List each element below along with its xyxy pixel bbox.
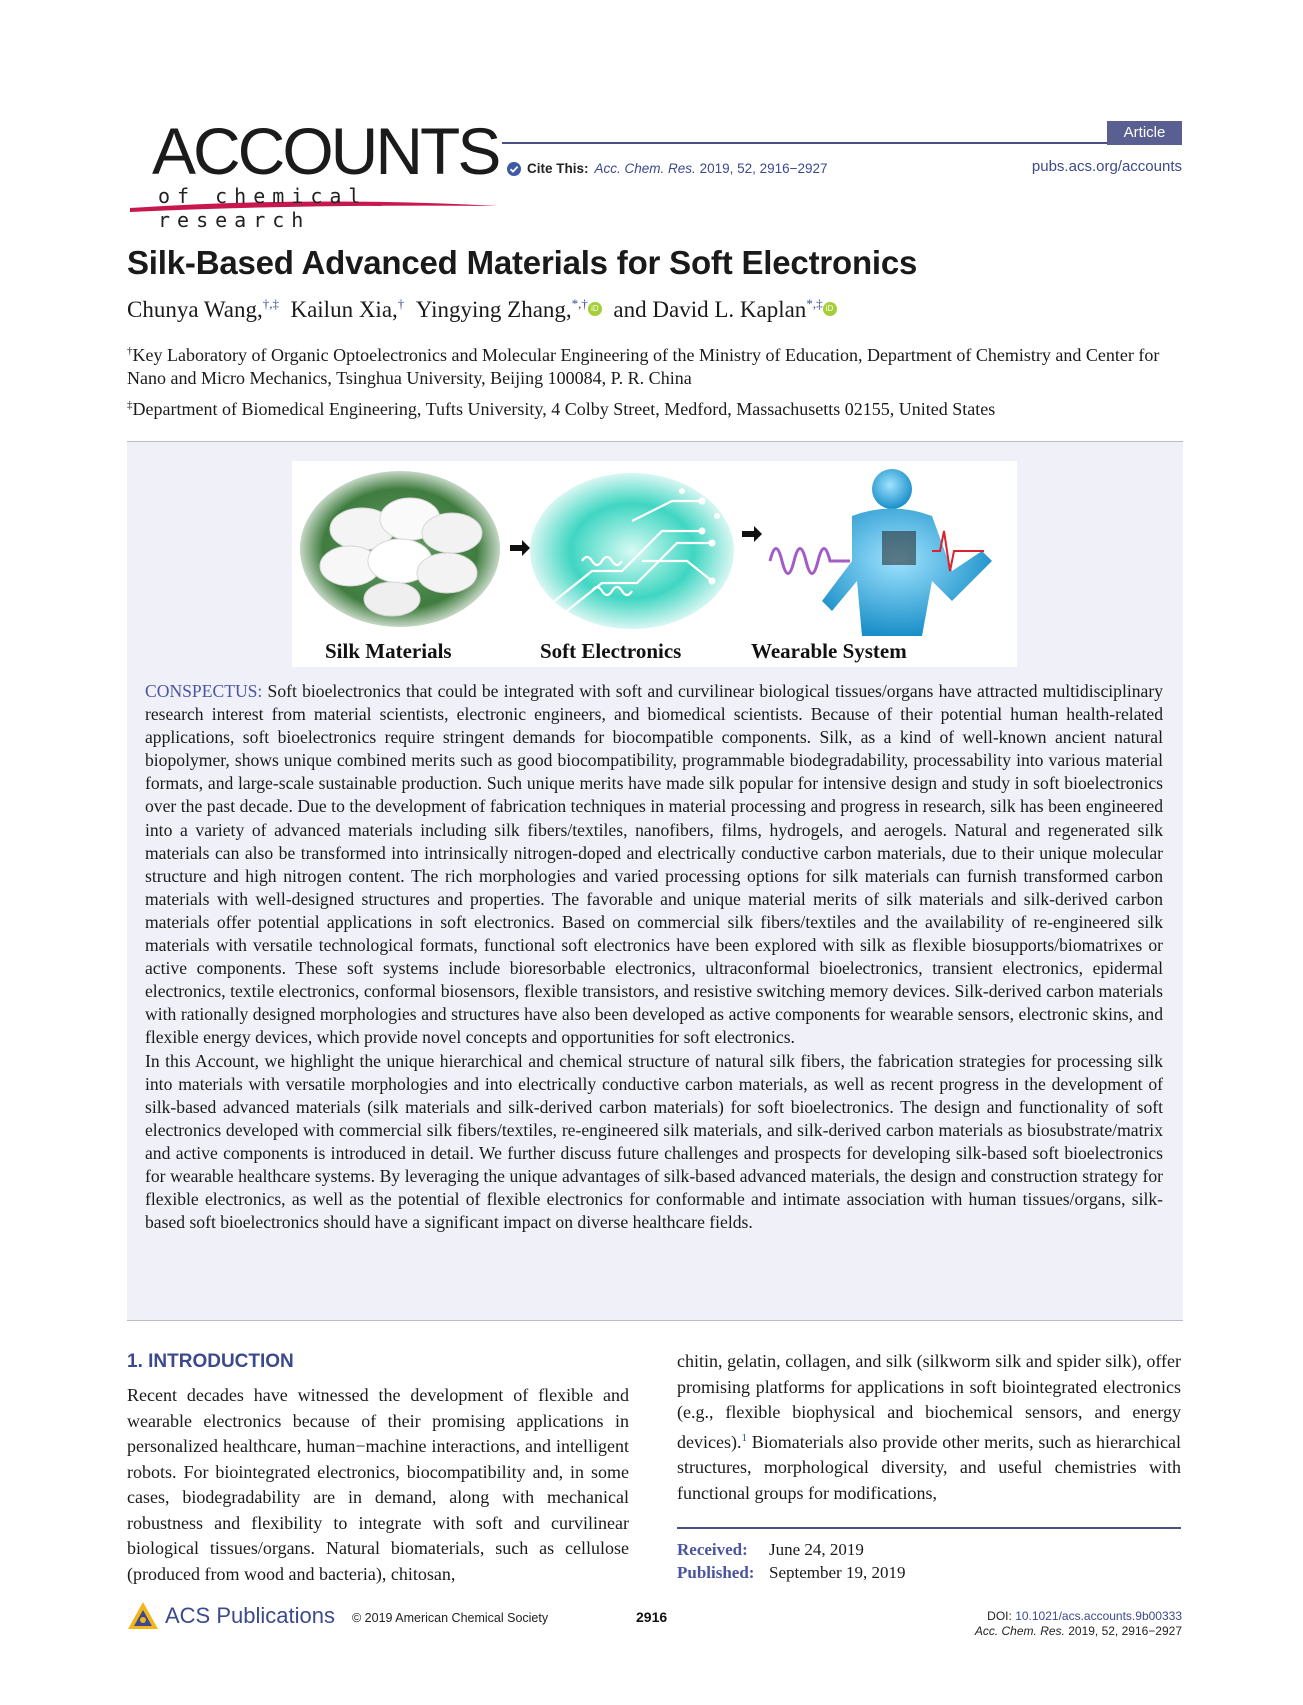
dates-rule: [677, 1527, 1181, 1529]
doi-label: DOI:: [987, 1609, 1012, 1623]
author-name[interactable]: Chunya Wang,: [127, 297, 263, 322]
body-text: Biomaterials also provide other merits, such as hierarchical structures, morphological diversity, and useful chemistries with functional groups for modifications,: [677, 1431, 1181, 1503]
copyright: © 2019 American Chemical Society: [352, 1611, 549, 1625]
section-heading: 1. INTRODUCTION: [127, 1351, 294, 1372]
doi-link[interactable]: 10.1021/acs.accounts.9b00333: [1015, 1609, 1182, 1623]
page-number: 2916: [636, 1609, 668, 1625]
toc-caption: Silk Materials: [325, 639, 452, 663]
body-text: chitin, gelatin, collagen, and silk (silkworm silk and spider silk), offer promising platforms for applications in soft biointegrated electronics (e.g., flexible biophysical and biochemical sensors, and energy devices).: [677, 1351, 1181, 1452]
author-marks: †,‡: [262, 296, 279, 311]
journal-logo: [128, 114, 500, 232]
header-rule: [502, 142, 1182, 144]
toc-caption: Soft Electronics: [540, 639, 682, 663]
cite-details: 2019, 52, 2916−2927: [699, 161, 828, 176]
cite-label: Cite This:: [527, 161, 589, 176]
cite-journal: Acc. Chem. Res.: [594, 161, 696, 176]
acs-logo-icon: [127, 1601, 159, 1631]
abstract-lead: CONSPECTUS:: [145, 681, 263, 701]
author-marks: *,†: [571, 296, 588, 311]
author-marks: *,‡: [806, 296, 823, 311]
publisher-logo[interactable]: [127, 1601, 335, 1631]
silk-cocoons-image: [300, 471, 500, 627]
author-name[interactable]: Kailun Xia,: [290, 297, 398, 322]
abstract-paragraph: In this Account, we highlight the unique hierarchical and chemical structure of natural silk fibers, the fabrication strategies for processing silk into materials with versatile morphologies and into electrically conductive carbon materials, as well as recent progress in the development of silk-based advanced materials (silk materials and silk-derived carbon materials) for soft bioelectronics. The design and functionality of soft electronics developed with commercial silk fibers/textiles, re-engineered silk materials, and silk-derived carbon materials as biosubstrate/matrix and active components is introduced in detail. We further discuss future challenges and prospects for developing silk-based soft bioelectronics for wearable healthcare systems. By leveraging the unique advantages of silk-based advanced materials, the design and construction strategy for flexible electronics, as well as the potential of flexible electronics for conformable and intimate association with human tissues/organs, silk-based soft bioelectronics should have a significant impact on diverse healthcare fields.: [145, 1050, 1163, 1233]
cite-reference[interactable]: [595, 161, 828, 176]
toc-illustration: [292, 461, 1017, 636]
publisher-name: ACS Publications: [165, 1603, 335, 1628]
wearable-system-image: [770, 469, 992, 636]
author-name[interactable]: Yingying Zhang,: [415, 297, 572, 322]
abstract-body: Soft bioelectronics that could be integrated with soft and curvilinear biological tissues/organs have attracted multidisciplinary research interest from material scientists, electronic engineers, and biomedical scientists. Because of their potential human health-related applications, soft bioelectronics require stringent demands for biocompatible components. Silk, as a kind of well-known ancient natural biopolymer, shows unique combined merits such as good biocompatibility, programmable biodegradability, processability into various material formats, and large-scale sustainable production. Such unique merits have made silk popular for intensive design and study in soft bioelectronics over the past decade. Due to the development of fabrication techniques in material processing and progress in research, silk has been engineered into a variety of advanced materials including silk fibers/textiles, nanofibers, films, hydrogels, and aerogels. Natural and regenerated silk materials can also be transformed into intrinsically nitrogen-doped and electrically conductive carbon materials, due to their unique molecular structure and high nitrogen content. The rich morphologies and varied processing options for silk materials can furnish transformed carbon materials with well-designed structures and properties. The favorable and unique material merits of silk materials and silk-derived carbon materials offer potential applications in soft electronics. Based on commercial silk fibers/textiles and the availability of re-engineered silk materials with versatile technological formats, functional soft electronics have been explored with silk as flexible biosupports/biomatrixes or active components. These soft systems include bioresorbable electronics, ultraconformal bioelectronics, transient electronics, epidermal electronics, textile electronics, conformal biosensors, flexible transistors, and resistive switching memory devices. Silk-derived carbon materials with rationally designed morphologies and structures have also been developed as active components for wearable sensors, electronic skins, and flexible energy devices, which provide novel concepts and opportunities for soft electronics.: [145, 681, 1163, 1048]
article-type-badge: Article: [1107, 121, 1182, 145]
affiliation-mark: ‡: [127, 399, 133, 411]
toc-graphic: [292, 461, 1017, 667]
citation-journal: Acc. Chem. Res.: [974, 1624, 1065, 1638]
journal-name: ACCOUNTS: [152, 114, 499, 188]
affiliation-mark: †: [127, 345, 133, 357]
author-name[interactable]: and David L. Kaplan: [613, 297, 807, 322]
arrow-right-icon: [510, 540, 530, 556]
body-column-right: [677, 1349, 1181, 1506]
author-marks: †: [397, 296, 405, 311]
doi-block: [975, 1609, 1182, 1639]
published-label: Published:: [677, 1563, 755, 1582]
orcid-icon[interactable]: iD: [588, 302, 602, 316]
abstract-text: [145, 680, 1163, 1234]
affiliation-text: Key Laboratory of Organic Optoelectronics and Molecular Engineering of the Ministry of Education, Department of Chemistry and Center for Nano and Micro Mechanics, Tsinghua University, Beijing 100084, P. R. China: [127, 345, 1160, 388]
body-column-left: Recent decades have witnessed the development of flexible and wearable electronics because of their promising applications in personalized healthcare, human−machine interactions, and intelligent robots. For biointegrated electronics, biocompatibility and, in some cases, biodegradability are in demand, along with mechanical robustness and flexibility to integrate with soft and curvilinear biological tissues/organs. Natural biomaterials, such as cellulose (produced from wood and bacteria), chitosan,: [127, 1385, 629, 1584]
toc-caption: Wearable System: [751, 639, 907, 663]
author-list: [127, 296, 837, 323]
article-title: Silk-Based Advanced Materials for Soft Electronics: [127, 244, 918, 281]
check-circle-icon: [507, 162, 521, 176]
received-row: [677, 1538, 905, 1561]
published-row: [677, 1561, 905, 1584]
soft-electronics-image: [530, 473, 734, 629]
journal-url-link[interactable]: pubs.acs.org/accounts: [1031, 158, 1182, 175]
journal-subtitle: of chemical research: [158, 184, 368, 232]
cite-this[interactable]: [507, 161, 828, 176]
received-label: Received:: [677, 1540, 748, 1559]
affiliation-text: Department of Biomedical Engineering, Tufts University, 4 Colby Street, Medford, Massachusetts 02155, United States: [132, 399, 996, 419]
affiliation: [127, 340, 1183, 390]
orcid-icon[interactable]: iD: [823, 302, 837, 316]
reference-link[interactable]: 1: [741, 1431, 747, 1444]
citation-details: 2019, 52, 2916−2927: [1068, 1624, 1182, 1638]
abstract-paragraph: [145, 680, 1163, 1050]
received-date: June 24, 2019: [769, 1540, 864, 1559]
publication-dates: [677, 1538, 905, 1584]
arrow-right-icon: [742, 526, 762, 542]
affiliation: [127, 394, 1183, 421]
published-date: September 19, 2019: [769, 1563, 906, 1582]
